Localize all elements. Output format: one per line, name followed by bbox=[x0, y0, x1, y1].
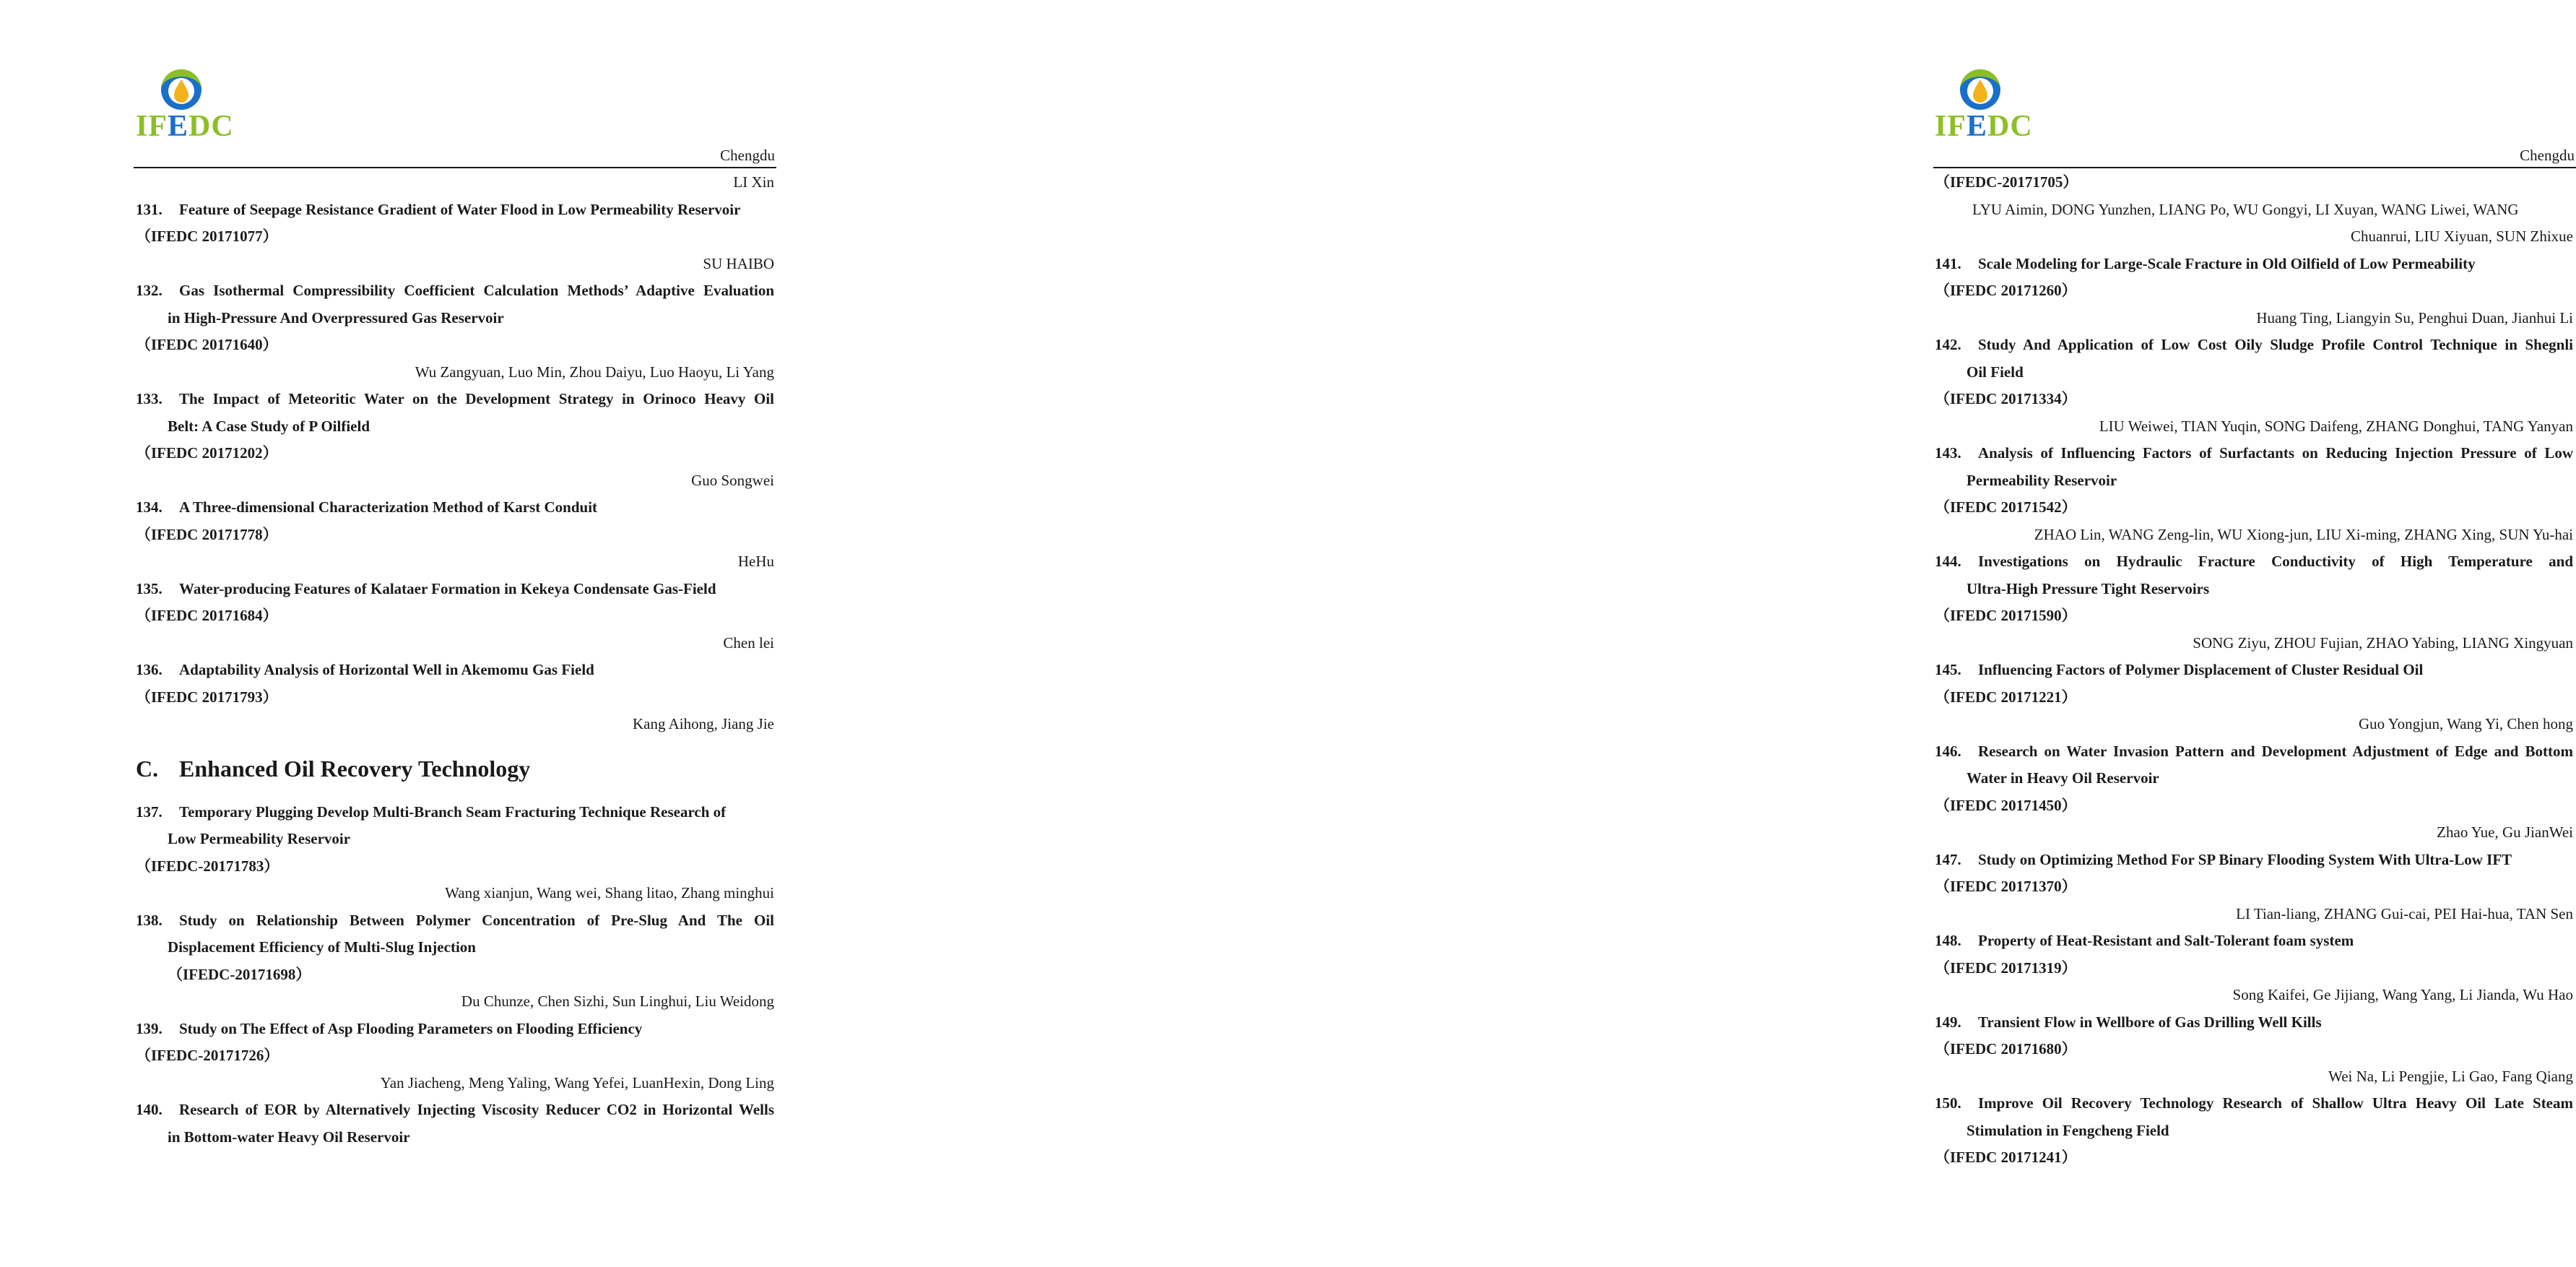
entry-authors: Chuanrui, LIU Xiyuan, SUN Zhixue bbox=[2351, 228, 2573, 245]
entry-title: 148. Property of Heat-Resistant and Salt-Tolerant foam system bbox=[1935, 932, 2354, 949]
entry-id: （IFEDC 20171319） bbox=[1935, 959, 2077, 977]
entry-authors: LIU Weiwei, TIAN Yuqin, SONG Daifeng, ZHANG Donghui, TANG Yanyan bbox=[2099, 417, 2573, 435]
entry-authors: Huang Ting, Liangyin Su, Penghui Duan, Jianhui Li bbox=[2256, 308, 2573, 327]
entry-title-cont: in High-Pressure And Overpressured Gas Reservoir bbox=[168, 308, 504, 327]
logo-wordmark: IFEDC bbox=[1935, 110, 2033, 143]
entry-title: 149. Transient Flow in Wellbore of Gas Drilling Well Kills bbox=[1935, 1013, 2322, 1031]
entry-title: 143. Analysis of Influencing Factors of Surfactants on Reducing Injection Pressure of Low bbox=[1935, 444, 2573, 462]
entry-id: （IFEDC 20171450） bbox=[1935, 796, 2077, 814]
ifedc-logo bbox=[136, 68, 251, 147]
entry-id: （IFEDC 20171590） bbox=[1935, 607, 2077, 624]
entry-title: 135. Water-producing Features of Kalataer Formation in Kekeya Condensate Gas-Field bbox=[136, 579, 716, 597]
logo-emblem-icon bbox=[1955, 68, 2005, 114]
entry-title-cont: in Bottom-water Heavy Oil Reservoir bbox=[168, 1128, 410, 1146]
entry-authors: LI Tian-liang, ZHANG Gui-cai, PEI Hai-hua, TAN Sen bbox=[2236, 904, 2573, 922]
entry-id: （IFEDC 20171334） bbox=[1935, 390, 2077, 407]
right-content bbox=[1935, 169, 2573, 1172]
entry-title-cont: Permeability Reservoir bbox=[1966, 471, 2117, 489]
entry-title-cont: Oil Field bbox=[1966, 363, 2024, 381]
entry-id: （IFEDC-20171783） bbox=[136, 857, 279, 875]
header-rule bbox=[1933, 167, 2576, 168]
entry-authors: Guo Yongjun, Wang Yi, Chen hong bbox=[2358, 715, 2573, 732]
entry-title-cont: Stimulation in Fengcheng Field bbox=[1966, 1121, 2169, 1139]
entry-title-cont: Belt: A Case Study of P Oilfield bbox=[168, 417, 370, 435]
entry-authors: ZHAO Lin, WANG Zeng-lin, WU Xiong-jun, LIU Xi-ming, ZHANG Xing, SUN Yu-hai bbox=[2034, 525, 2573, 543]
entry-title: 142. Study And Application of Low Cost Oily Sludge Profile Control Technique in Shegnli bbox=[1935, 336, 2573, 353]
entry-id: （IFEDC 20171640） bbox=[136, 336, 278, 353]
entry-id: （IFEDC 20171241） bbox=[1935, 1149, 2077, 1166]
running-head: Chengdu bbox=[2520, 147, 2575, 164]
entry-title: 137. Temporary Plugging Develop Multi-Branch Seam Fracturing Technique Research of bbox=[136, 803, 727, 821]
entry-title: 139. Study on The Effect of Asp Flooding Parameters on Flooding Efficiency bbox=[136, 1019, 643, 1037]
left-page bbox=[0, 0, 896, 1267]
running-head: Chengdu bbox=[720, 147, 775, 164]
left-content bbox=[136, 169, 774, 1151]
logo-wordmark: IFEDC bbox=[136, 110, 234, 143]
section-heading: C. Enhanced Oil Recovery Technology bbox=[136, 755, 531, 782]
entry-id: （IFEDC 20171077） bbox=[136, 228, 278, 245]
entry-authors: Wei Na, Li Pengjie, Li Gao, Fang Qiang bbox=[2328, 1067, 2573, 1085]
entry-authors: Wang xianjun, Wang wei, Shang litao, Zhang minghui bbox=[445, 884, 774, 901]
entry-id: （IFEDC 20171370） bbox=[1935, 878, 2077, 895]
entry-id: （IFEDC 20171793） bbox=[136, 688, 278, 706]
entry-title: 145. Influencing Factors of Polymer Displacement of Cluster Residual Oil bbox=[1935, 661, 2424, 678]
entry-id: （IFEDC 20171260） bbox=[1935, 282, 2077, 299]
entry-title-cont: Ultra-High Pressure Tight Reservoirs bbox=[1966, 579, 2210, 597]
entry-title-cont: Displacement Efficiency of Multi-Slug Injection bbox=[168, 938, 476, 956]
entry-id: （IFEDC 20171684） bbox=[136, 607, 278, 624]
entry-authors: LYU Aimin, DONG Yunzhen, LIANG Po, WU Gongyi, LI Xuyan, WANG Liwei, WANG bbox=[1972, 200, 2519, 218]
entry-authors: Guo Songwei bbox=[691, 471, 774, 489]
entry-authors: Yan Jiacheng, Meng Yaling, Wang Yefei, LuanHexin, Dong Ling bbox=[380, 1073, 774, 1091]
entry-id: （IFEDC 20171542） bbox=[1935, 498, 2077, 516]
right-page bbox=[896, 0, 2575, 1267]
entry-title: 136. Adaptability Analysis of Horizontal Well in Akemomu Gas Field bbox=[136, 661, 594, 678]
entry-id: （IFEDC 20171680） bbox=[1935, 1040, 2077, 1058]
entry-title: 131. Feature of Seepage Resistance Gradient of Water Flood in Low Permeability Reservoir bbox=[136, 200, 741, 218]
entry-id: （IFEDC-20171705） bbox=[1935, 173, 2078, 191]
header-rule bbox=[134, 167, 776, 168]
entry-title: 133. The Impact of Meteoritic Water on the Development Strategy in Orinoco Heavy Oil bbox=[136, 390, 774, 407]
entry-title: 147. Study on Optimizing Method For SP Binary Flooding System With Ultra-Low IFT bbox=[1935, 850, 2512, 868]
entry-title: 134. A Three-dimensional Characterization Method of Karst Conduit bbox=[136, 498, 598, 516]
entry-title-cont: Water in Heavy Oil Reservoir bbox=[1966, 769, 2159, 787]
entry-title: 138. Study on Relationship Between Polymer Concentration of Pre-Slug And The Oil bbox=[136, 911, 774, 929]
entry-title: 132. Gas Isothermal Compressibility Coefficient Calculation Methods’ Adaptive Evaluation bbox=[136, 282, 774, 299]
ifedc-logo bbox=[1935, 68, 2050, 147]
entry-id: （IFEDC-20171726） bbox=[136, 1047, 279, 1064]
entry-authors: HeHu bbox=[737, 553, 774, 570]
entry-authors: SU HAIBO bbox=[703, 254, 774, 272]
entry-authors: Song Kaifei, Ge Jijiang, Wang Yang, Li Jianda, Wu Hao bbox=[2232, 986, 2573, 1003]
entry-id: （IFEDC 20171221） bbox=[1935, 688, 2077, 706]
logo-emblem-icon bbox=[156, 68, 207, 114]
entry-authors: Chen lei bbox=[723, 634, 774, 652]
entry-authors: SONG Ziyu, ZHOU Fujian, ZHAO Yabing, LIANG Xingyuan bbox=[2193, 634, 2573, 652]
entry-title: 146. Research on Water Invasion Pattern and Development Adjustment of Edge and Bottom bbox=[1935, 742, 2573, 760]
entry-id: （IFEDC-20171698） bbox=[168, 965, 311, 983]
entry-authors: Zhao Yue, Gu JianWei bbox=[2437, 823, 2573, 841]
entry-authors: Wu Zangyuan, Luo Min, Zhou Daiyu, Luo Haoyu, Li Yang bbox=[415, 363, 774, 381]
entry-title: 144. Investigations on Hydraulic Fracture Conductivity of High Temperature and bbox=[1935, 553, 2573, 570]
entry-authors: LI Xin bbox=[733, 173, 774, 191]
entry-authors: Kang Aihong, Jiang Jie bbox=[633, 715, 774, 732]
entry-id: （IFEDC 20171202） bbox=[136, 444, 278, 462]
entry-title: 141. Scale Modeling for Large-Scale Fracture in Old Oilfield of Low Permeability bbox=[1935, 254, 2476, 272]
entry-id: （IFEDC 20171778） bbox=[136, 525, 278, 543]
entry-authors: Du Chunze, Chen Sizhi, Sun Linghui, Liu Weidong bbox=[461, 993, 774, 1010]
entry-title: 140. Research of EOR by Alternatively Injecting Viscosity Reducer CO2 in Horizontal Wells bbox=[136, 1101, 774, 1118]
entry-title-cont: Low Permeability Reservoir bbox=[168, 830, 351, 847]
entry-title: 150. Improve Oil Recovery Technology Research of Shallow Ultra Heavy Oil Late Steam bbox=[1935, 1094, 2573, 1112]
